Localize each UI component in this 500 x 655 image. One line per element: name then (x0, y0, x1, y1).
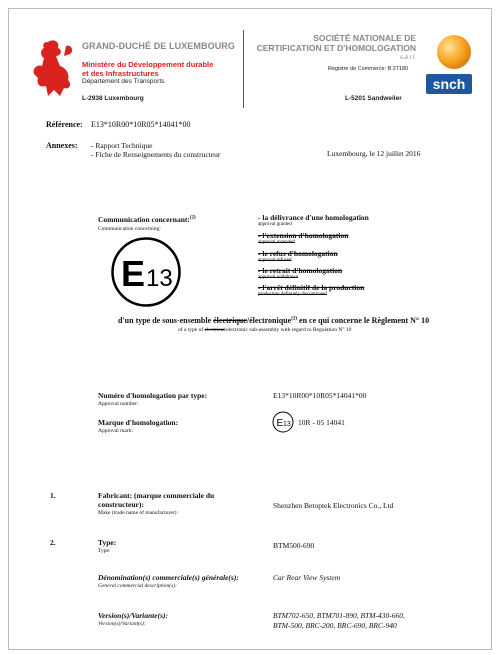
subject-fr-struck: électrique (213, 316, 247, 325)
right-title-line-3: s.à r.l. (399, 55, 416, 61)
registry-number: Registre de Commerce: B 27180 (328, 66, 409, 72)
ministry-line-1: Ministère du Développement durable (82, 60, 214, 69)
subject-fr-text: /électronique (246, 316, 292, 325)
reference-label: Référence: (46, 120, 83, 129)
subject-en-text: of a type of (178, 327, 205, 333)
small-mark-number: 13 (283, 421, 291, 428)
luxembourg-lion-logo (30, 38, 76, 98)
right-header-title (248, 33, 416, 63)
communication-label (98, 215, 196, 224)
approval-number-label-en: Approval number: (98, 401, 139, 407)
left-header-title: GRAND-DUCHÉ DE LUXEMBOURG (82, 41, 235, 51)
manufacturer-label-en: Make (trade name of manufacturer): (98, 510, 179, 516)
ministry-name (82, 60, 213, 78)
issue-date: Luxembourg, le 12 juillet 2016 (327, 149, 421, 158)
option-fr: - l'arrêt définitif de la production (258, 283, 365, 292)
left-address: L-2938 Luxembourg (82, 95, 144, 102)
versions-label: Version(s)/Variante(s): (98, 611, 169, 620)
type-label-en: Type: (98, 548, 111, 554)
versions-value (273, 611, 405, 631)
option-en: approval withdrawn (258, 275, 299, 280)
approval-number-label: Numéro d'homologation par type: (98, 391, 208, 400)
snch-logo-text: snch (432, 76, 466, 92)
option-fr: - l'extension d'homologation (258, 231, 349, 240)
approval-mark-label-en: Approval mark: (98, 428, 133, 434)
subject-fr-text: d'un type de sous-ensemble (118, 316, 214, 325)
right-title-line-1: SOCIÉTÉ NATIONALE DE (313, 33, 416, 43)
communication-options (258, 213, 369, 300)
ministry-line-2: et des Infrastructures (82, 69, 159, 78)
mark-number: 13 (146, 265, 173, 292)
option-discontinued (258, 283, 369, 300)
small-e13-mark (272, 411, 294, 433)
department-name: Département des Transports (82, 78, 165, 85)
versions-value-line: BTM-500, BRC-200, BRC-690, BRC-940 (273, 621, 397, 630)
communication-label-en: Communication concerning: (98, 226, 161, 232)
approval-number-value: E13*10R00*10R05*14041*00 (273, 391, 367, 400)
approval-mark-text: 10R - 05 14041 (298, 418, 345, 427)
subject-en-struck: electrical (204, 327, 225, 333)
footnote-ref: (2) (189, 215, 196, 221)
manufacturer-value: Shenzhen Betoptek Electronics Co., Ltd (273, 501, 394, 510)
header-divider (243, 30, 244, 108)
annexes-label: Annexes: (46, 141, 78, 150)
versions-label-en: Version(s)/Variant(s): (98, 621, 146, 627)
footnote-ref: (2) (291, 316, 298, 322)
option-granted (258, 213, 369, 231)
option-fr: - la délivrance d'une homologation (258, 213, 369, 222)
option-withdrawn (258, 266, 369, 283)
subject-en-text: /electronic sub-assembly with regard to Regulation N° 10 (224, 327, 352, 333)
e13-approval-mark (110, 236, 182, 308)
option-fr: - le refus d'homologation (258, 249, 338, 258)
small-mark-letter: E (276, 418, 284, 429)
option-fr: - le retrait d'homologation (258, 266, 343, 275)
approval-mark-label: Marque d'homologation: (98, 418, 179, 427)
option-en: approval granted (258, 222, 292, 227)
option-en: approval refused (258, 258, 292, 263)
subject-fr (118, 316, 429, 325)
right-title-line-2: CERTIFICATION ET D'HOMOLOGATION (256, 43, 416, 53)
versions-value-line: BTM702-650, BTM701-890, BTM-430-660, (273, 611, 405, 620)
item-number: 1. (50, 491, 56, 500)
type-value: BTM500-690 (273, 541, 315, 550)
option-extended (258, 231, 369, 249)
annexes-list (91, 141, 220, 159)
option-refused (258, 249, 369, 266)
subject-fr-text: en ce qui concerne le Règlement N° 10 (297, 316, 430, 325)
mark-letter: E (121, 253, 146, 294)
denomination-label: Dénomination(s) commerciale(s) générale(s): (98, 573, 239, 582)
snch-logo (424, 32, 474, 98)
option-en: approval extended (258, 240, 295, 245)
communication-label-fr: Communication concernant: (98, 215, 190, 224)
type-label: Type: (98, 538, 117, 547)
manufacturer-label-line: Fabricant: (marque commerciale du (98, 491, 215, 500)
option-en: production definitely discontinued (258, 292, 327, 297)
item-number: 2. (50, 538, 56, 547)
subject-en (178, 327, 351, 333)
denomination-value: Car Rear View System (273, 573, 341, 582)
annex-item: - Rapport Technique (91, 141, 153, 150)
reference-value: E13*10R00*10R05*14041*00 (91, 120, 191, 129)
annex-item: - Fiche de Renseignements du constructeur (91, 150, 221, 159)
right-address: L-5201 Sandweiler (345, 95, 402, 102)
denomination-label-en: General commercial description(s): (98, 583, 177, 589)
manufacturer-label (98, 491, 214, 509)
manufacturer-label-line: constructeur): (98, 500, 144, 509)
